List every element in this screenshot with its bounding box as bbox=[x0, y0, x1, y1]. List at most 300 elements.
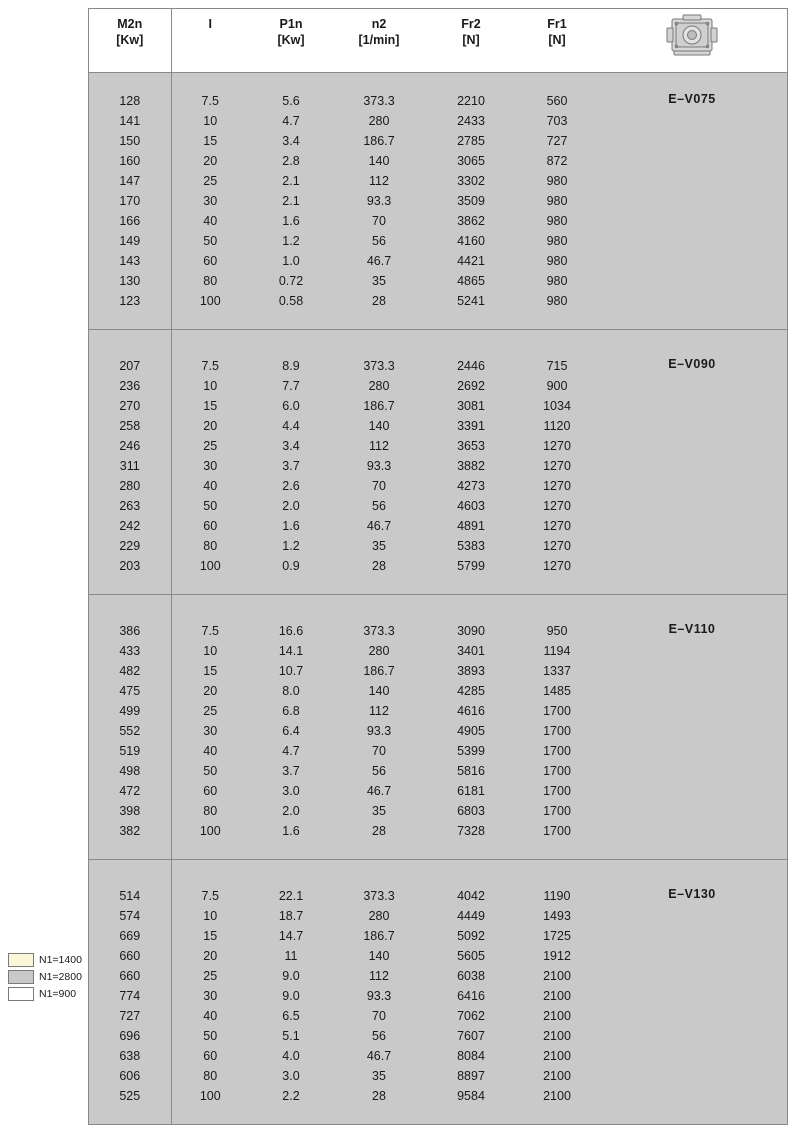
table-cell: 60 bbox=[171, 251, 249, 271]
table-cell: 1.2 bbox=[249, 536, 333, 556]
model-cell-empty bbox=[597, 801, 787, 821]
column-header-p1n-line2: [Kw] bbox=[277, 32, 305, 47]
table-cell: 25 bbox=[171, 701, 249, 721]
table-row bbox=[89, 191, 787, 211]
table-row bbox=[89, 376, 787, 396]
table-cell: 7.5 bbox=[171, 621, 249, 641]
table-cell: 30 bbox=[171, 721, 249, 741]
table-cell: 56 bbox=[333, 761, 425, 781]
table-row bbox=[89, 986, 787, 1006]
table-row bbox=[89, 761, 787, 781]
table-cell: 3065 bbox=[425, 151, 517, 171]
table-cell: 727 bbox=[517, 131, 597, 151]
table-cell: 14.7 bbox=[249, 926, 333, 946]
table-cell: 498 bbox=[89, 761, 171, 781]
table-cell: 519 bbox=[89, 741, 171, 761]
table-cell: 5605 bbox=[425, 946, 517, 966]
model-cell-empty bbox=[597, 536, 787, 556]
table-cell: 2.1 bbox=[249, 171, 333, 191]
table-row bbox=[89, 966, 787, 986]
table-row bbox=[89, 456, 787, 476]
table-cell: 1270 bbox=[517, 556, 597, 576]
table-cell: 28 bbox=[333, 291, 425, 311]
column-header-i-line1: I bbox=[208, 17, 212, 31]
table-cell: 93.3 bbox=[333, 721, 425, 741]
table-cell: 35 bbox=[333, 271, 425, 291]
table-cell: 2.0 bbox=[249, 801, 333, 821]
table-cell: 6803 bbox=[425, 801, 517, 821]
table-cell: 28 bbox=[333, 1086, 425, 1106]
table-cell: 499 bbox=[89, 701, 171, 721]
group-spacer bbox=[89, 1106, 787, 1124]
table-cell: 50 bbox=[171, 1026, 249, 1046]
table-cell: 112 bbox=[333, 171, 425, 191]
model-label: E–V075 bbox=[597, 91, 787, 111]
table-cell: 1700 bbox=[517, 781, 597, 801]
table-cell: 186.7 bbox=[333, 926, 425, 946]
table-cell: 6416 bbox=[425, 986, 517, 1006]
table-cell: 7.5 bbox=[171, 356, 249, 376]
table-row bbox=[89, 801, 787, 821]
table-cell: 80 bbox=[171, 1066, 249, 1086]
table-cell: 18.7 bbox=[249, 906, 333, 926]
group-spacer bbox=[89, 72, 787, 91]
table-cell: 40 bbox=[171, 741, 249, 761]
table-cell: 0.9 bbox=[249, 556, 333, 576]
model-cell-empty bbox=[597, 251, 787, 271]
table-cell: 270 bbox=[89, 396, 171, 416]
table-row bbox=[89, 721, 787, 741]
table-cell: 141 bbox=[89, 111, 171, 131]
table-row bbox=[89, 781, 787, 801]
table-row bbox=[89, 291, 787, 311]
table-cell: 140 bbox=[333, 946, 425, 966]
table-cell: 1485 bbox=[517, 681, 597, 701]
table-row bbox=[89, 926, 787, 946]
table-cell: 186.7 bbox=[333, 396, 425, 416]
model-cell-empty bbox=[597, 171, 787, 191]
table-cell: 56 bbox=[333, 1026, 425, 1046]
column-header-n2-line2: [1/min] bbox=[358, 32, 400, 47]
table-row bbox=[89, 396, 787, 416]
table-cell: 4042 bbox=[425, 886, 517, 906]
table-cell: 1700 bbox=[517, 701, 597, 721]
table-cell: 203 bbox=[89, 556, 171, 576]
table-cell: 186.7 bbox=[333, 131, 425, 151]
table-cell: 433 bbox=[89, 641, 171, 661]
table-cell: 143 bbox=[89, 251, 171, 271]
table-cell: 638 bbox=[89, 1046, 171, 1066]
table-cell: 6.8 bbox=[249, 701, 333, 721]
table-cell: 8.9 bbox=[249, 356, 333, 376]
table-cell: 1700 bbox=[517, 801, 597, 821]
table-cell: 25 bbox=[171, 171, 249, 191]
model-cell-empty bbox=[597, 761, 787, 781]
table-cell: 373.3 bbox=[333, 91, 425, 111]
table-cell: 70 bbox=[333, 476, 425, 496]
legend-swatch-n1-900 bbox=[8, 987, 34, 1001]
table-row bbox=[89, 151, 787, 171]
table-cell: 4273 bbox=[425, 476, 517, 496]
table-row bbox=[89, 251, 787, 271]
table-cell: 229 bbox=[89, 536, 171, 556]
table-cell: 15 bbox=[171, 131, 249, 151]
model-cell-empty bbox=[597, 151, 787, 171]
table-cell: 1725 bbox=[517, 926, 597, 946]
table-cell: 2100 bbox=[517, 1026, 597, 1046]
table-cell: 6181 bbox=[425, 781, 517, 801]
model-cell-empty bbox=[597, 741, 787, 761]
table-cell: 980 bbox=[517, 231, 597, 251]
table-cell: 5241 bbox=[425, 291, 517, 311]
model-cell-empty bbox=[597, 396, 787, 416]
table-cell: 5092 bbox=[425, 926, 517, 946]
table-cell: 1700 bbox=[517, 821, 597, 841]
table-cell: 2.1 bbox=[249, 191, 333, 211]
group-spacer bbox=[89, 576, 787, 595]
table-cell: 10 bbox=[171, 376, 249, 396]
table-cell: 140 bbox=[333, 681, 425, 701]
model-cell-empty bbox=[597, 1046, 787, 1066]
table-cell: 3653 bbox=[425, 436, 517, 456]
table-cell: 46.7 bbox=[333, 516, 425, 536]
table-cell: 100 bbox=[171, 821, 249, 841]
table-cell: 263 bbox=[89, 496, 171, 516]
table-cell: 7062 bbox=[425, 1006, 517, 1026]
legend-item bbox=[8, 952, 118, 967]
model-cell-empty bbox=[597, 1026, 787, 1046]
model-label: E–V090 bbox=[597, 356, 787, 376]
table-cell: 70 bbox=[333, 211, 425, 231]
table-cell: 30 bbox=[171, 986, 249, 1006]
table-cell: 1190 bbox=[517, 886, 597, 906]
table-cell: 1120 bbox=[517, 416, 597, 436]
group-spacer bbox=[89, 330, 787, 356]
table-cell: 112 bbox=[333, 701, 425, 721]
model-cell-empty bbox=[597, 191, 787, 211]
table-cell: 6.0 bbox=[249, 396, 333, 416]
table-row bbox=[89, 416, 787, 436]
table-cell: 50 bbox=[171, 496, 249, 516]
table-cell: 6038 bbox=[425, 966, 517, 986]
table-cell: 112 bbox=[333, 966, 425, 986]
table-cell: 80 bbox=[171, 801, 249, 821]
table-cell: 382 bbox=[89, 821, 171, 841]
model-cell-empty bbox=[597, 701, 787, 721]
table-cell: 1034 bbox=[517, 396, 597, 416]
table-row bbox=[89, 1006, 787, 1026]
table-cell: 2.2 bbox=[249, 1086, 333, 1106]
table-cell: 46.7 bbox=[333, 251, 425, 271]
table-cell: 93.3 bbox=[333, 456, 425, 476]
table-cell: 70 bbox=[333, 741, 425, 761]
table-cell: 149 bbox=[89, 231, 171, 251]
table-cell: 280 bbox=[333, 641, 425, 661]
table-cell: 10 bbox=[171, 111, 249, 131]
table-row bbox=[89, 516, 787, 536]
table-cell: 373.3 bbox=[333, 356, 425, 376]
table-cell: 1700 bbox=[517, 761, 597, 781]
table-cell: 980 bbox=[517, 251, 597, 271]
table-cell: 727 bbox=[89, 1006, 171, 1026]
table-cell: 40 bbox=[171, 211, 249, 231]
table-row bbox=[89, 1086, 787, 1106]
table-cell: 93.3 bbox=[333, 986, 425, 1006]
table-cell: 60 bbox=[171, 516, 249, 536]
table-cell: 1270 bbox=[517, 516, 597, 536]
table-cell: 1.6 bbox=[249, 516, 333, 536]
model-cell-empty bbox=[597, 1086, 787, 1106]
column-header-fr2-line2: [N] bbox=[462, 32, 480, 47]
model-cell-empty bbox=[597, 946, 787, 966]
group-spacer bbox=[89, 860, 787, 886]
table-cell: 4.7 bbox=[249, 111, 333, 131]
table-cell: 5399 bbox=[425, 741, 517, 761]
table-cell: 4285 bbox=[425, 681, 517, 701]
table-row bbox=[89, 1066, 787, 1086]
table-row bbox=[89, 741, 787, 761]
table-cell: 4865 bbox=[425, 271, 517, 291]
table-cell: 4160 bbox=[425, 231, 517, 251]
table-cell: 475 bbox=[89, 681, 171, 701]
table-cell: 2446 bbox=[425, 356, 517, 376]
model-cell-empty bbox=[597, 781, 787, 801]
table-cell: 35 bbox=[333, 536, 425, 556]
table-cell: 950 bbox=[517, 621, 597, 641]
table-cell: 3.0 bbox=[249, 1066, 333, 1086]
table-cell: 93.3 bbox=[333, 191, 425, 211]
table-cell: 130 bbox=[89, 271, 171, 291]
table-row bbox=[89, 681, 787, 701]
column-header-p1n bbox=[249, 9, 333, 72]
table-cell: 207 bbox=[89, 356, 171, 376]
column-header-gearbox bbox=[597, 9, 787, 72]
table-cell: 574 bbox=[89, 906, 171, 926]
table-cell: 30 bbox=[171, 191, 249, 211]
model-cell-empty bbox=[597, 1006, 787, 1026]
table-cell: 100 bbox=[171, 291, 249, 311]
table-cell: 123 bbox=[89, 291, 171, 311]
table-cell: 980 bbox=[517, 271, 597, 291]
table-row bbox=[89, 131, 787, 151]
table-cell: 560 bbox=[517, 91, 597, 111]
table-row bbox=[89, 91, 787, 111]
table-cell: 472 bbox=[89, 781, 171, 801]
table-cell: 1.6 bbox=[249, 211, 333, 231]
table-cell: 20 bbox=[171, 681, 249, 701]
table-cell: 10 bbox=[171, 641, 249, 661]
table-cell: 7.5 bbox=[171, 886, 249, 906]
table-cell: 1270 bbox=[517, 456, 597, 476]
table-cell: 1270 bbox=[517, 436, 597, 456]
table-cell: 16.6 bbox=[249, 621, 333, 641]
table-cell: 4616 bbox=[425, 701, 517, 721]
table-cell: 20 bbox=[171, 151, 249, 171]
table-cell: 525 bbox=[89, 1086, 171, 1106]
table-cell: 160 bbox=[89, 151, 171, 171]
table-cell: 4.0 bbox=[249, 1046, 333, 1066]
column-header-n2 bbox=[333, 9, 425, 72]
table-cell: 696 bbox=[89, 1026, 171, 1046]
legend-swatch-n1-1400 bbox=[8, 953, 34, 967]
table-cell: 4449 bbox=[425, 906, 517, 926]
table-cell: 8.0 bbox=[249, 681, 333, 701]
table-row bbox=[89, 1026, 787, 1046]
column-header-fr1-line1: Fr1 bbox=[547, 17, 567, 31]
table-cell: 170 bbox=[89, 191, 171, 211]
table-cell: 46.7 bbox=[333, 781, 425, 801]
table-cell: 1912 bbox=[517, 946, 597, 966]
table-cell: 980 bbox=[517, 191, 597, 211]
table-row bbox=[89, 476, 787, 496]
table-cell: 3.4 bbox=[249, 436, 333, 456]
table-cell: 186.7 bbox=[333, 661, 425, 681]
table-cell: 147 bbox=[89, 171, 171, 191]
table-cell: 10.7 bbox=[249, 661, 333, 681]
table-cell: 28 bbox=[333, 821, 425, 841]
table-cell: 3090 bbox=[425, 621, 517, 641]
model-cell-empty bbox=[597, 926, 787, 946]
table-cell: 2692 bbox=[425, 376, 517, 396]
table-cell: 4.4 bbox=[249, 416, 333, 436]
table-cell: 2.0 bbox=[249, 496, 333, 516]
model-cell-empty bbox=[597, 556, 787, 576]
column-header-fr1-line2: [N] bbox=[548, 32, 566, 47]
table-cell: 1700 bbox=[517, 741, 597, 761]
table-cell: 50 bbox=[171, 761, 249, 781]
table-row bbox=[89, 906, 787, 926]
table-cell: 15 bbox=[171, 926, 249, 946]
table-cell: 60 bbox=[171, 781, 249, 801]
model-cell-empty bbox=[597, 211, 787, 231]
table-cell: 46.7 bbox=[333, 1046, 425, 1066]
column-header-n2-line1: n2 bbox=[371, 17, 387, 31]
table-cell: 280 bbox=[333, 111, 425, 131]
table-cell: 20 bbox=[171, 946, 249, 966]
model-cell-empty bbox=[597, 906, 787, 926]
table-cell: 3.7 bbox=[249, 761, 333, 781]
table-cell: 3302 bbox=[425, 171, 517, 191]
table-cell: 2785 bbox=[425, 131, 517, 151]
table-cell: 373.3 bbox=[333, 886, 425, 906]
model-cell-empty bbox=[597, 476, 787, 496]
table-cell: 140 bbox=[333, 151, 425, 171]
table-cell: 70 bbox=[333, 1006, 425, 1026]
legend-label-n1-900: N1=900 bbox=[39, 987, 77, 1000]
table-cell: 60 bbox=[171, 1046, 249, 1066]
table-cell: 2100 bbox=[517, 1006, 597, 1026]
table-cell: 3.0 bbox=[249, 781, 333, 801]
table-cell: 1270 bbox=[517, 536, 597, 556]
legend-item bbox=[8, 969, 118, 984]
table-cell: 15 bbox=[171, 396, 249, 416]
table-cell: 25 bbox=[171, 436, 249, 456]
legend-label-n1-2800: N1=2800 bbox=[39, 970, 82, 983]
column-header-fr1 bbox=[517, 9, 597, 72]
table-cell: 482 bbox=[89, 661, 171, 681]
table-cell: 20 bbox=[171, 416, 249, 436]
table-cell: 112 bbox=[333, 436, 425, 456]
model-cell-empty bbox=[597, 1066, 787, 1086]
table-cell: 373.3 bbox=[333, 621, 425, 641]
table-cell: 80 bbox=[171, 536, 249, 556]
table-cell: 258 bbox=[89, 416, 171, 436]
table-cell: 1.0 bbox=[249, 251, 333, 271]
table-cell: 1337 bbox=[517, 661, 597, 681]
table-row bbox=[89, 621, 787, 641]
table-cell: 2100 bbox=[517, 1066, 597, 1086]
table-cell: 1700 bbox=[517, 721, 597, 741]
spec-table-container bbox=[88, 8, 788, 1125]
table-cell: 660 bbox=[89, 946, 171, 966]
table-cell: 1493 bbox=[517, 906, 597, 926]
model-cell-empty bbox=[597, 271, 787, 291]
table-cell: 166 bbox=[89, 211, 171, 231]
table-cell: 2100 bbox=[517, 1046, 597, 1066]
table-cell: 280 bbox=[333, 376, 425, 396]
legend bbox=[8, 952, 118, 1003]
table-row bbox=[89, 211, 787, 231]
table-cell: 7607 bbox=[425, 1026, 517, 1046]
table-cell: 2.8 bbox=[249, 151, 333, 171]
group-spacer bbox=[89, 311, 787, 330]
table-cell: 11 bbox=[249, 946, 333, 966]
table-cell: 4421 bbox=[425, 251, 517, 271]
table-cell: 4891 bbox=[425, 516, 517, 536]
table-row bbox=[89, 536, 787, 556]
table-cell: 128 bbox=[89, 91, 171, 111]
table-header bbox=[89, 9, 787, 72]
table-cell: 2100 bbox=[517, 986, 597, 1006]
table-cell: 5.1 bbox=[249, 1026, 333, 1046]
table-row bbox=[89, 556, 787, 576]
table-cell: 236 bbox=[89, 376, 171, 396]
table-row bbox=[89, 821, 787, 841]
table-row bbox=[89, 356, 787, 376]
column-header-fr2-line1: Fr2 bbox=[461, 17, 481, 31]
table-row bbox=[89, 661, 787, 681]
column-header-m2n-unit-line2: [Kw] bbox=[116, 32, 144, 47]
model-cell-empty bbox=[597, 456, 787, 476]
table-cell: 514 bbox=[89, 886, 171, 906]
table-cell: 280 bbox=[89, 476, 171, 496]
table-cell: 2.6 bbox=[249, 476, 333, 496]
table-cell: 3862 bbox=[425, 211, 517, 231]
table-cell: 40 bbox=[171, 1006, 249, 1026]
table-cell: 386 bbox=[89, 621, 171, 641]
model-label: E–V110 bbox=[597, 621, 787, 641]
spec-table bbox=[89, 9, 787, 1124]
table-cell: 15 bbox=[171, 661, 249, 681]
table-cell: 30 bbox=[171, 456, 249, 476]
table-cell: 150 bbox=[89, 131, 171, 151]
table-cell: 715 bbox=[517, 356, 597, 376]
table-cell: 2433 bbox=[425, 111, 517, 131]
table-cell: 1270 bbox=[517, 496, 597, 516]
column-header-m2n-unit-line1: M2n bbox=[117, 17, 143, 31]
table-cell: 4.7 bbox=[249, 741, 333, 761]
model-cell-empty bbox=[597, 721, 787, 741]
table-cell: 14.1 bbox=[249, 641, 333, 661]
legend-swatch-n1-2800 bbox=[8, 970, 34, 984]
table-cell: 774 bbox=[89, 986, 171, 1006]
gearbox-icon bbox=[663, 13, 721, 57]
table-row bbox=[89, 271, 787, 291]
table-cell: 980 bbox=[517, 291, 597, 311]
legend-item bbox=[8, 986, 118, 1001]
table-cell: 0.58 bbox=[249, 291, 333, 311]
column-header-p1n-line1: P1n bbox=[279, 17, 303, 31]
